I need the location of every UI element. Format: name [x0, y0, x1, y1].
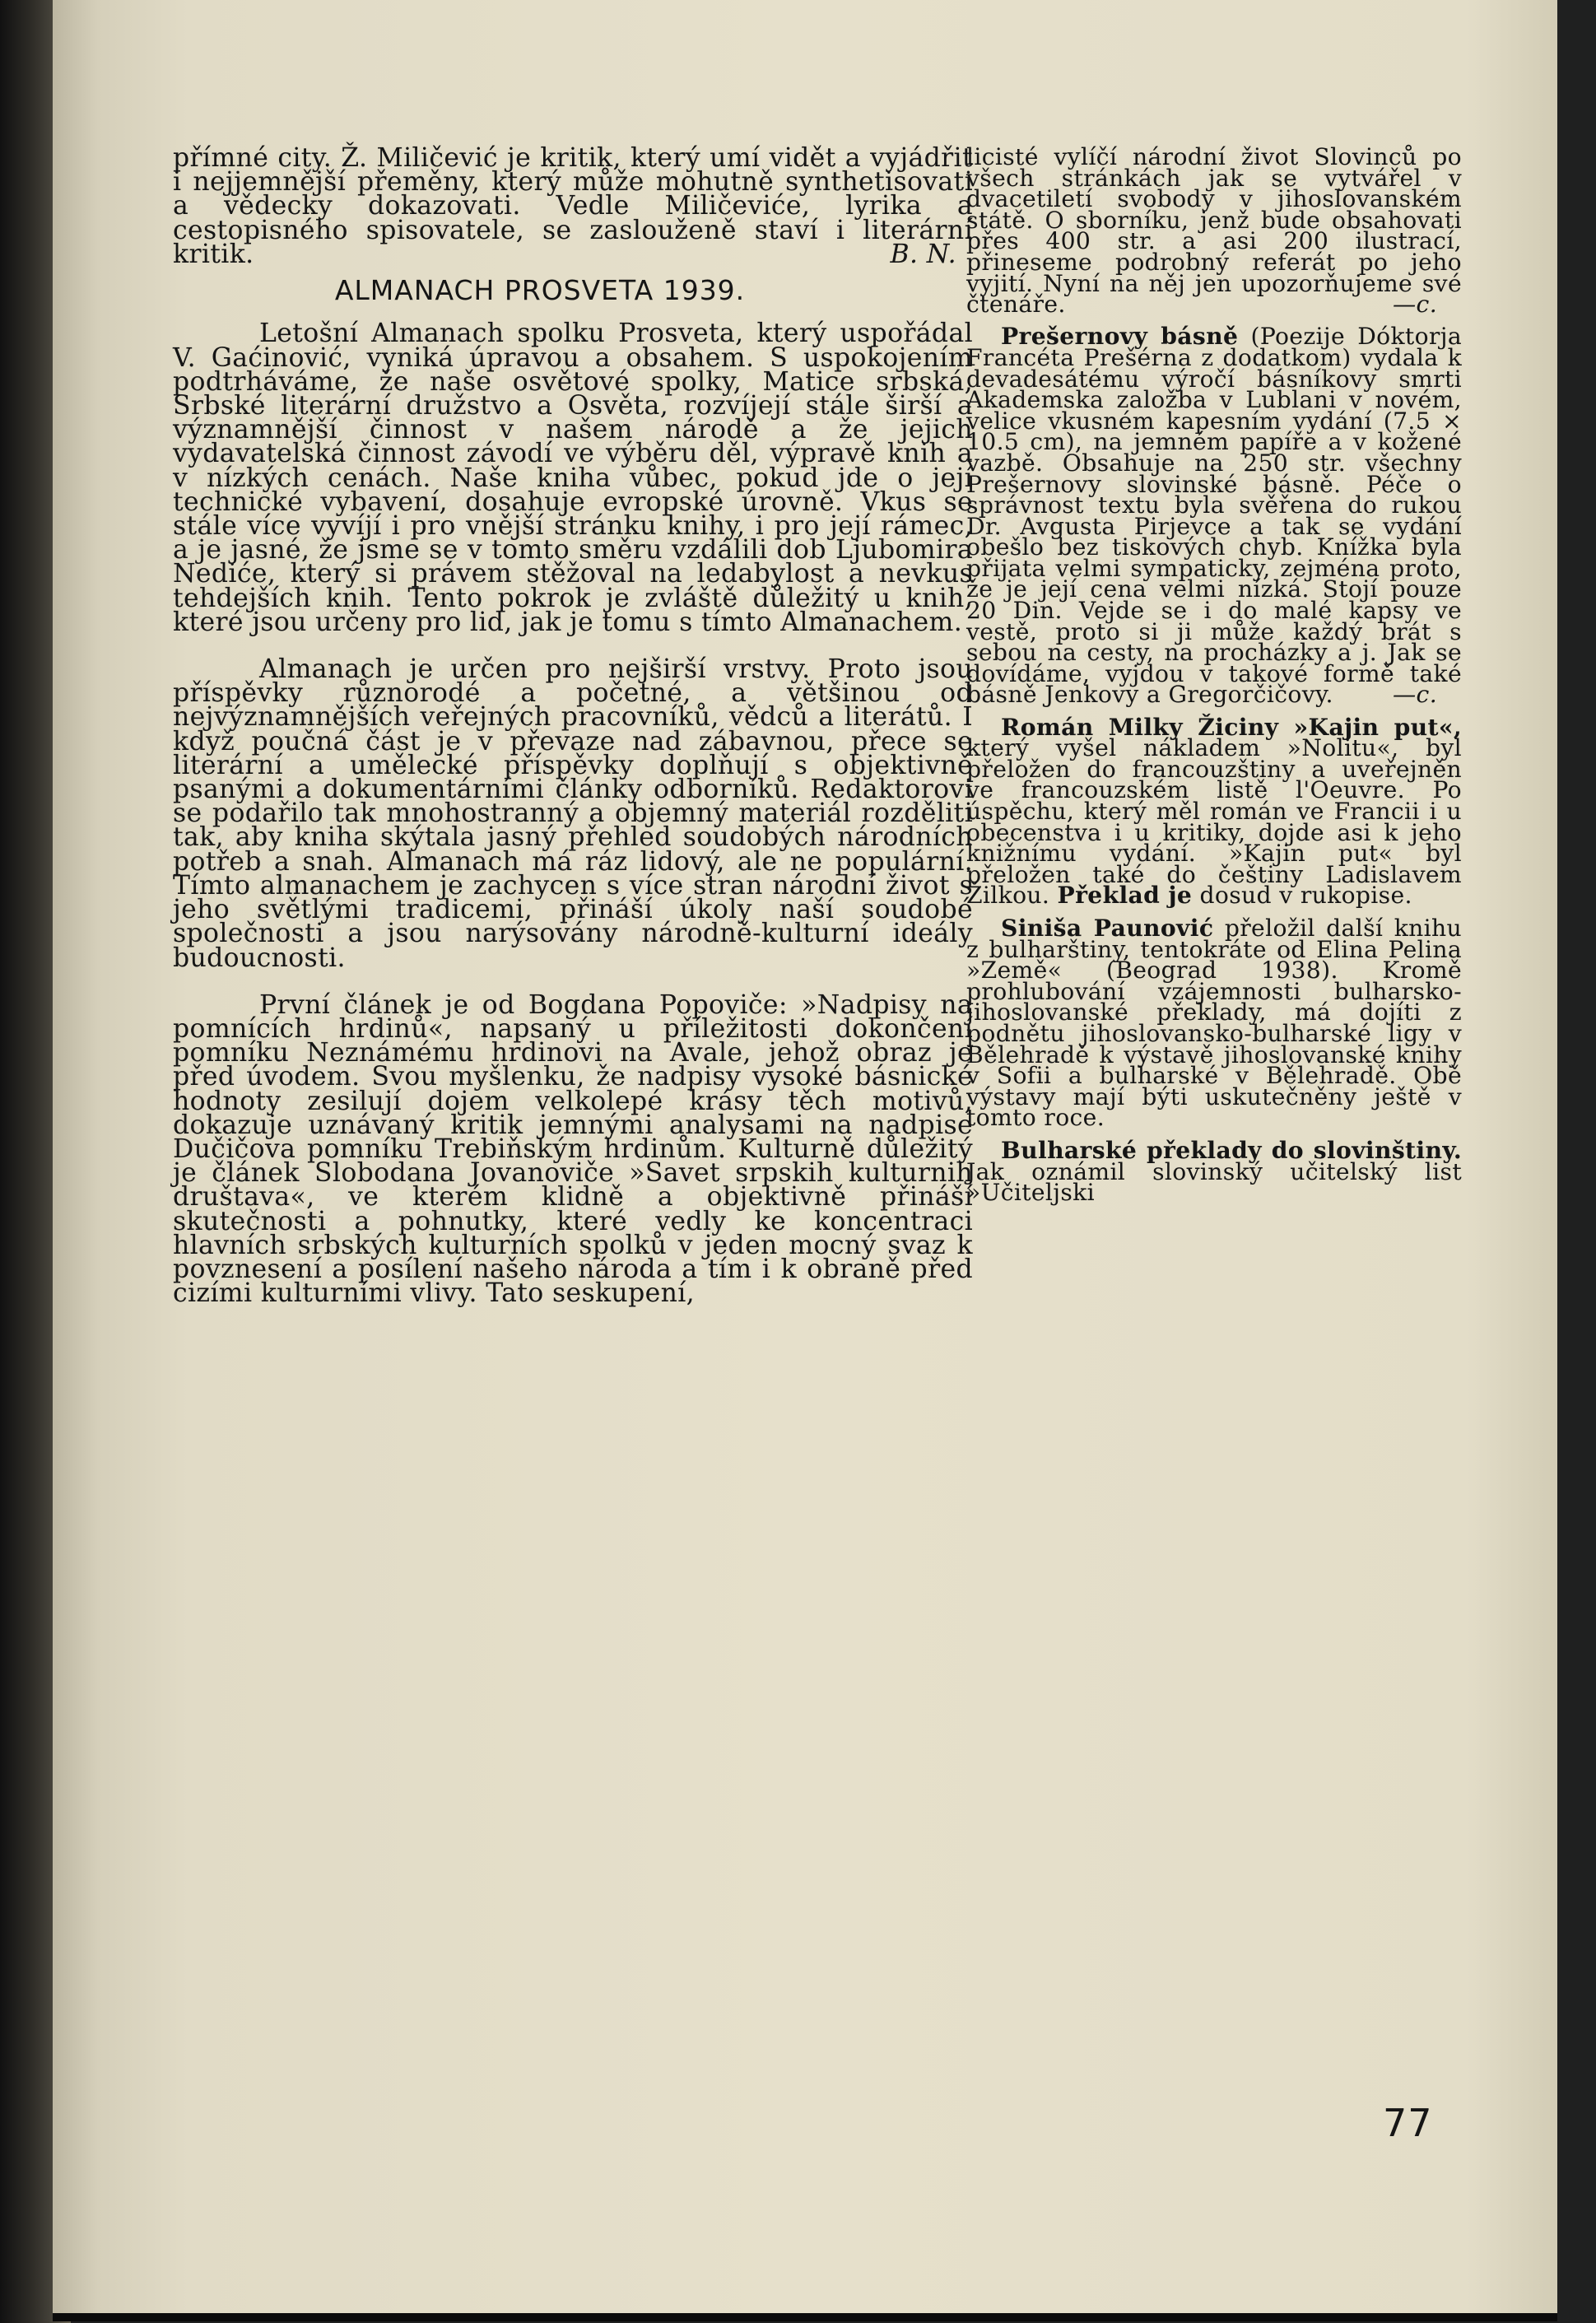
continued-paragraph: licisté vylíčí národní život Slovinců po všech stránkách jak se vytvářel v dvacetiletí svobody v jihoslovanském státě. O sborníku, jenž bude obsahovati přes 400 str. a asi 200 ilustrací, přineseme podrobný referát po jeho vyjití. Nyní na něj jen upozorňujeme své čtenáře.	[966, 143, 1462, 319]
almanach-paragraph-1: Letošní Almanach spolku Prosveta, který uspořádal V. Gaćinović, vyniká úpravou a obsahem. S uspokojením podtrháváme, že naše osvětové spolky, Matice srbská, Srbské literární družstvo a Osvěta, rozvíjejí stále širší a významnější činnost v našem národě a že jejich vydavatelská činnost závodí ve výběru děl, výpravě knih a v nízkých cenách. Naše kniha vůbec, pokud jde o její technické vybavení, dosahuje evropské úrovně. Vkus se stále více vyvíjí i pro vnější stránku knihy, i pro její rámec, a je jasné, že jsme se v tomto směru vzdálili dob Ljubomira Nediće, který si právem stěžoval na ledabylost a nevkus tehdejších knih. Tento pokrok je zvláště důležitý u knih, které jsou určeny pro lid, jak je tomu s tímto Almanachem.	[173, 319, 973, 637]
news-item-paunovic	[966, 914, 1463, 1132]
news-item-title: Bulharské překlady do slovinštiny.	[1001, 1136, 1462, 1164]
right-column	[966, 143, 1463, 1207]
intro-paragraph: přímné city. Ž. Miličević je kritik, který umí vidět a vyjádřit i nejjemnější přeměny, který může mohutně synthetisovati a vědecky dokazovati. Vedle Miličeviće, lyrika a cestopisného spisovatele, se zaslouženě staví i literární kritik.	[173, 143, 973, 269]
news-item-bold-text: Překlad je	[1057, 882, 1193, 910]
news-item-title: Siniša Paunović	[1001, 914, 1214, 942]
left-column	[173, 143, 973, 1309]
signature-c-2: —c.	[1393, 681, 1437, 709]
news-item-title: Prešernovy básně	[1001, 323, 1239, 351]
signature-c-1: —c.	[1393, 290, 1437, 318]
news-item-presern	[966, 323, 1462, 709]
news-item-bulgarian	[966, 1136, 1462, 1207]
almanach-paragraph-3: První článek je od Bogdana Popoviče: »Nadpisy na pomnících hrdinů«, napsaný u příležitosti dokončení pomníku Neznámému hrdinovi na Avale, jehož obraz je před úvodem. Svou myšlenku, že nadpisy vysoké básnické hodnoty zesilují dojem velkolepé krásy těch motivů, dokazuje uznávaný kritik jemnými analysami na nadpise Dučičova pomníku Trebiňským hrdinům. Kulturně důležitý je článek Slobodana Jovanoviče »Savet srpskih kulturnih društava«, ve kterém klidně a objektivně přináší skutečnosti a pohnutky, které vedly ke koncentraci hlavních srbských kulturních spolků v jeden mocný svaz k povznesení a posílení našeho národa a tím i k obraně před cizími kulturními vlivy. Tato seskupení,	[173, 989, 973, 1309]
almanach-paragraph-2: Almanach je určen pro nejširší vrstvy. Proto jsou příspěvky různorodé a početné, a většinou od nejvýznamnějších veřejných pracovníků, vědců a literátů. I když poučná část je v převaze nad zábavnou, přece se literární a umělecké příspěvky doplňují s objektivně psanými a dokumentárními články odborníků. Redaktorovi se podařilo tak mnohostranný a objemný materiál rozděliti tak, aby kniha skýtala jasný přehled soudobých národních potřeb a snah. Almanach má ráz lidový, ale ne populární. Tímto almanachem je zachycen s více stran národní život s jeho světlými tradicemi, přináší úkoly naší soudobé společnosti a jsou narýsovány národně-kulturní ideály budoucnosti.	[173, 654, 973, 973]
news-item-zicina	[966, 713, 1462, 910]
section-heading: ALMANACH PROSVETA 1939.	[334, 274, 746, 307]
news-item-text: (Poezije Dóktorja Francéta Prešérna z dodatkom) vydala k devadesátému výročí básníkovy smrti Akademska založba v Lublani v novém, velice vkusném kapesním vydání (7.5 × 10.5 cm), na jemném papíře a v kožené vazbě. Obsahuje na 250 str. všechny Prešernovy slovinské básně. Péče o správnost textu byla svěřena do rukou Dr. Avgusta Pirjevce a tak se vydání obešlo bez tiskových chyb. Knížka byla přijata velmi sympaticky, zejména proto, že je její cena velmi nízká. Stojí pouze 20 Din. Vejde se i do malé kapsy ve vestě, proto si ji může každý brát s sebou na cesty, na procházky a j. Jak se dovídáme, vyjdou v takové formě také básně Jenkovy a Gregorčičovy.	[966, 323, 1462, 709]
page-number: 77	[1383, 2101, 1433, 2145]
signature-bn: B. N.	[890, 240, 956, 270]
news-item-title: Román Milky Žiciny »Kajin put«,	[1001, 713, 1462, 741]
book-page	[53, 0, 1557, 2321]
news-item-text: který vyšel nákladem »Nolitu«, byl přeložen do francouzštiny a uveřejněn ve francouzském listě l'Oeuvre. Po úspěchu, který měl román ve Francii i u obecenstva i u kritiky, dojde asi k jeho knižnímu vydání. »Kajin put« byl přeložen také do češtiny Ladislavem Žilkou.	[966, 734, 1462, 910]
news-item-text: Jak oznámil slovinský učitelský list »Učiteljski	[966, 1157, 1462, 1207]
news-item-text: přeložil další knihu z bulharštiny, tentokráte od Elina Pelina »Země« (Beograd 1938). Kromě prohlubování vzájemnosti bulharsko-jihoslovanské překlady, má dojíti z podnětu jihoslovansko-bulharské ligy v Bělehradě k výstavě jihoslovanské knihy v Sofii a bulharské v Bělehradě. Obě výstavy mají býti uskutečněny ještě v tomto roce.	[966, 914, 1463, 1132]
news-item-text-tail: dosud v rukopise.	[1199, 882, 1412, 910]
